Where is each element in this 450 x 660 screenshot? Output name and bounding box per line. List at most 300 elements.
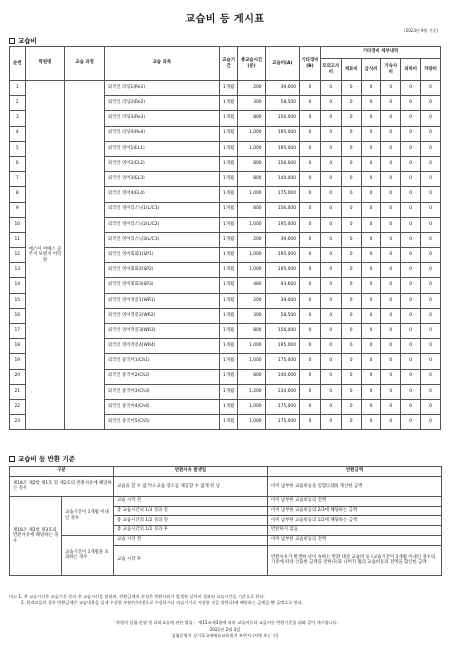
vehicle-fee: 0 bbox=[421, 399, 441, 414]
tuition-fee: 195,000 bbox=[265, 263, 299, 278]
refund-group1-label: 제18조 제2항 제1호 및 제2호의 반환사유에 해당하는 경우 bbox=[10, 476, 114, 496]
refund-section-title: 교습비 등 반환 기준 bbox=[18, 455, 76, 463]
mock-exam-fee: 0 bbox=[320, 202, 341, 217]
other-total: 0 bbox=[300, 278, 321, 293]
note-1: 비고 1. 총 교습시간은 교습기간 중의 총 교습시간을 말하며, 반환금액의 산정은 반환사유가 발생한 날까지 경과된 교습시간을 기준으로 한다. bbox=[9, 594, 265, 599]
period: 1개월 bbox=[219, 324, 238, 339]
period: 1개월 bbox=[219, 232, 238, 247]
total-hours: 1,200 bbox=[238, 384, 265, 399]
vehicle-fee: 0 bbox=[421, 96, 441, 111]
mock-exam-fee: 0 bbox=[320, 96, 341, 111]
tuition-fee: 39,000 bbox=[265, 232, 299, 247]
meal-fee: 0 bbox=[361, 293, 381, 308]
subject-name: 외국인 리딩1(Re1) bbox=[104, 81, 219, 96]
meal-fee: 0 bbox=[361, 96, 381, 111]
other-total: 0 bbox=[300, 187, 321, 202]
period: 1개월 bbox=[219, 187, 238, 202]
course-name bbox=[65, 81, 105, 430]
tuition-fee: 234,000 bbox=[265, 384, 299, 399]
refund-reason: 교습 시작 전 bbox=[114, 535, 268, 545]
row-no: 22 bbox=[10, 399, 26, 414]
refund-reason: 총 교습시간의 1/2 경과 전 bbox=[114, 516, 268, 526]
material-fee: 0 bbox=[341, 293, 361, 308]
tuition-fee: 156,000 bbox=[265, 111, 299, 126]
header-other-total: 기타경비(B) bbox=[300, 47, 321, 81]
meal-fee: 0 bbox=[361, 81, 381, 96]
clothes-fee: 0 bbox=[401, 232, 421, 247]
signature-line: 설립운영자 성기호국제에듀교육원지 보변지 (서명 또는 인) bbox=[171, 633, 279, 639]
total-hours: 200 bbox=[238, 293, 265, 308]
total-hours: 1,000 bbox=[238, 126, 265, 141]
total-hours: 800 bbox=[238, 172, 265, 187]
material-fee: 0 bbox=[341, 126, 361, 141]
meal-fee: 0 bbox=[361, 141, 381, 156]
row-no: 2 bbox=[10, 96, 26, 111]
tuition-fee: 175,000 bbox=[265, 415, 299, 430]
meal-fee: 0 bbox=[361, 126, 381, 141]
subject-name: 외국인 영어회화3(SP3) bbox=[104, 278, 219, 293]
other-total: 0 bbox=[300, 415, 321, 430]
vehicle-fee: 0 bbox=[421, 324, 441, 339]
row-no: 16 bbox=[10, 308, 26, 323]
refund-amount: 이미 납부한 교습비등의 2/3에 해당하는 금액 bbox=[268, 506, 442, 516]
material-fee: 0 bbox=[341, 202, 361, 217]
fee-section-heading bbox=[9, 36, 37, 45]
row-no: 15 bbox=[10, 293, 26, 308]
refund-amount: 이미 납부한 교습비등의 전액 bbox=[268, 496, 442, 506]
period: 1개월 bbox=[219, 339, 238, 354]
vehicle-fee: 0 bbox=[421, 384, 441, 399]
refund-group2-label: 제18조 제2항 제3호의 반환사유에 해당하는 경우 bbox=[10, 496, 62, 575]
clothes-fee: 0 bbox=[401, 339, 421, 354]
meal-fee: 0 bbox=[361, 324, 381, 339]
period: 1개월 bbox=[219, 308, 238, 323]
tuition-fee: 195,000 bbox=[265, 141, 299, 156]
subject-name: 외국인 영어3(EL3) bbox=[104, 172, 219, 187]
material-fee: 0 bbox=[341, 156, 361, 171]
refund-amount: 이미 납부한 교습비등의 1/2에 해당하는 금액 bbox=[268, 516, 442, 526]
row-no: 5 bbox=[10, 141, 26, 156]
fee-row bbox=[10, 81, 441, 96]
meal-fee: 0 bbox=[361, 156, 381, 171]
tuition-fee: 195,000 bbox=[265, 248, 299, 263]
dorm-fee: 0 bbox=[381, 263, 401, 278]
other-total: 0 bbox=[300, 308, 321, 323]
mock-exam-fee: 0 bbox=[320, 369, 341, 384]
refund-group1-reason: 교습을 할 수 없거나 교습 장소를 제공할 수 없게 된 날 bbox=[114, 476, 268, 496]
tuition-fee: 195,000 bbox=[265, 339, 299, 354]
meal-fee: 0 bbox=[361, 369, 381, 384]
row-no: 21 bbox=[10, 384, 26, 399]
meal-fee: 0 bbox=[361, 187, 381, 202]
other-total: 0 bbox=[300, 217, 321, 232]
vehicle-fee: 0 bbox=[421, 248, 441, 263]
material-fee: 0 bbox=[341, 308, 361, 323]
notes-block bbox=[9, 594, 441, 607]
tuition-fee: 39,000 bbox=[265, 81, 299, 96]
total-hours: 800 bbox=[238, 369, 265, 384]
other-total: 0 bbox=[300, 354, 321, 369]
tuition-fee: 140,000 bbox=[265, 369, 299, 384]
subject-name: 외국인 리딩4(Re4) bbox=[104, 126, 219, 141]
refund-header-category: 구분 bbox=[10, 467, 114, 477]
clothes-fee: 0 bbox=[401, 354, 421, 369]
issue-date: 2021년 2월 3일 bbox=[209, 626, 241, 632]
tuition-fee: 58,500 bbox=[265, 308, 299, 323]
mock-exam-fee: 0 bbox=[320, 339, 341, 354]
other-total: 0 bbox=[300, 384, 321, 399]
other-total: 0 bbox=[300, 126, 321, 141]
meal-fee: 0 bbox=[361, 263, 381, 278]
basis-date: (2023년 9월 기준) bbox=[404, 28, 438, 33]
note-2: 2. 원격교습의 경우 반환금액은 교습내용을 실제 수강한 부분(인터넷으로 수강하거나 되습기기로 저장한 것을 말한다)에 해당하는 금액을 뺀 금액으로 한다. bbox=[21, 600, 304, 606]
vehicle-fee: 0 bbox=[421, 278, 441, 293]
total-hours: 1,000 bbox=[238, 217, 265, 232]
dorm-fee: 0 bbox=[381, 384, 401, 399]
clothes-fee: 0 bbox=[401, 248, 421, 263]
total-hours: 800 bbox=[238, 111, 265, 126]
other-total: 0 bbox=[300, 202, 321, 217]
total-hours: 1,000 bbox=[238, 141, 265, 156]
subject-name: 외국인 중국어2(Ch2) bbox=[104, 369, 219, 384]
period: 1개월 bbox=[219, 156, 238, 171]
meal-fee: 0 bbox=[361, 172, 381, 187]
vehicle-fee: 0 bbox=[421, 156, 441, 171]
refund-sub1-label: 교습기간이 1개월 이내인 경우 bbox=[62, 496, 114, 535]
tuition-fee: 140,000 bbox=[265, 172, 299, 187]
refund-reason: 총 교습시간의 1/3 경과 전 bbox=[114, 506, 268, 516]
dorm-fee: 0 bbox=[381, 354, 401, 369]
mock-exam-fee: 0 bbox=[320, 308, 341, 323]
total-hours: 1,000 bbox=[238, 187, 265, 202]
total-hours: 1,000 bbox=[238, 399, 265, 414]
material-fee: 0 bbox=[341, 111, 361, 126]
total-hours: 1,000 bbox=[238, 354, 265, 369]
dorm-fee: 0 bbox=[381, 369, 401, 384]
fee-table bbox=[9, 46, 441, 430]
refund-header-reason: 반환사유 발생일 bbox=[114, 467, 268, 477]
refund-reason: 총 교습시간의 1/2 경과 후 bbox=[114, 526, 268, 536]
tuition-fee: 195,000 bbox=[265, 126, 299, 141]
vehicle-fee: 0 bbox=[421, 308, 441, 323]
subject-name: 외국인 영어4(EL4) bbox=[104, 187, 219, 202]
header-no: 순번 bbox=[10, 47, 26, 81]
dorm-fee: 0 bbox=[381, 217, 401, 232]
header-other-detail: 기타경비 세부내역 bbox=[320, 47, 440, 59]
refund-group1-amount: 이미 납부한 교습비등을 일할(日割) 계산한 금액 bbox=[268, 476, 442, 496]
dorm-fee: 0 bbox=[381, 278, 401, 293]
header-period: 교습기간 bbox=[219, 47, 238, 81]
period: 1개월 bbox=[219, 278, 238, 293]
clothes-fee: 0 bbox=[401, 293, 421, 308]
vehicle-fee: 0 bbox=[421, 217, 441, 232]
period: 1개월 bbox=[219, 141, 238, 156]
dorm-fee: 0 bbox=[381, 126, 401, 141]
period: 1개월 bbox=[219, 248, 238, 263]
mock-exam-fee: 0 bbox=[320, 111, 341, 126]
vehicle-fee: 0 bbox=[421, 141, 441, 156]
page-title: 교습비 등 게시표 bbox=[185, 14, 265, 25]
material-fee: 0 bbox=[341, 81, 361, 96]
header-fee: 교습비(A) bbox=[265, 47, 299, 81]
subject-name: 외국인 영어리스닝2(L/C2) bbox=[104, 217, 219, 232]
meal-fee: 0 bbox=[361, 384, 381, 399]
clothes-fee: 0 bbox=[401, 202, 421, 217]
dorm-fee: 0 bbox=[381, 339, 401, 354]
clothes-fee: 0 bbox=[401, 141, 421, 156]
material-fee: 0 bbox=[341, 369, 361, 384]
vehicle-fee: 0 bbox=[421, 187, 441, 202]
fee-section-title: 교습비 bbox=[18, 37, 37, 45]
meal-fee: 0 bbox=[361, 217, 381, 232]
mock-exam-fee: 0 bbox=[320, 278, 341, 293]
dorm-fee: 0 bbox=[381, 111, 401, 126]
mock-exam-fee: 0 bbox=[320, 187, 341, 202]
mock-exam-fee: 0 bbox=[320, 232, 341, 247]
period: 1개월 bbox=[219, 111, 238, 126]
row-no: 17 bbox=[10, 324, 26, 339]
dorm-fee: 0 bbox=[381, 293, 401, 308]
vehicle-fee: 0 bbox=[421, 202, 441, 217]
tuition-fee: 156,000 bbox=[265, 202, 299, 217]
meal-fee: 0 bbox=[361, 111, 381, 126]
row-no: 14 bbox=[10, 278, 26, 293]
vehicle-fee: 0 bbox=[421, 415, 441, 430]
total-hours: 800 bbox=[238, 156, 265, 171]
header-vehicle: 차량비 bbox=[421, 59, 441, 81]
row-no: 12 bbox=[10, 248, 26, 263]
other-total: 0 bbox=[300, 81, 321, 96]
subject-name: 외국인 중국어1(Ch1) bbox=[104, 354, 219, 369]
row-no: 6 bbox=[10, 156, 26, 171]
dorm-fee: 0 bbox=[381, 248, 401, 263]
mock-exam-fee: 0 bbox=[320, 384, 341, 399]
dorm-fee: 0 bbox=[381, 308, 401, 323]
other-total: 0 bbox=[300, 339, 321, 354]
academy-name: 에스이 어메스 공주지 보변지 어학원 bbox=[25, 81, 65, 430]
row-no: 9 bbox=[10, 202, 26, 217]
row-no: 20 bbox=[10, 369, 26, 384]
material-fee: 0 bbox=[341, 354, 361, 369]
subject-name: 외국인 영어작문4(WR4) bbox=[104, 339, 219, 354]
total-hours: 1,000 bbox=[238, 248, 265, 263]
mock-exam-fee: 0 bbox=[320, 217, 341, 232]
other-total: 0 bbox=[300, 172, 321, 187]
mock-exam-fee: 0 bbox=[320, 354, 341, 369]
refund-reason: 교습 시작 전 bbox=[114, 496, 268, 506]
meal-fee: 0 bbox=[361, 399, 381, 414]
period: 1개월 bbox=[219, 263, 238, 278]
row-no: 11 bbox=[10, 232, 26, 247]
total-hours: 200 bbox=[238, 81, 265, 96]
period: 1개월 bbox=[219, 81, 238, 96]
total-hours: 300 bbox=[238, 96, 265, 111]
clothes-fee: 0 bbox=[401, 263, 421, 278]
meal-fee: 0 bbox=[361, 415, 381, 430]
dorm-fee: 0 bbox=[381, 324, 401, 339]
header-clothes: 피복비 bbox=[401, 59, 421, 81]
period: 1개월 bbox=[219, 369, 238, 384]
refund-amount: 반환하지 않음 bbox=[268, 526, 442, 536]
material-fee: 0 bbox=[341, 384, 361, 399]
other-total: 0 bbox=[300, 293, 321, 308]
dorm-fee: 0 bbox=[381, 232, 401, 247]
period: 1개월 bbox=[219, 96, 238, 111]
row-no: 18 bbox=[10, 339, 26, 354]
material-fee: 0 bbox=[341, 399, 361, 414]
period: 1개월 bbox=[219, 217, 238, 232]
material-fee: 0 bbox=[341, 172, 361, 187]
meal-fee: 0 bbox=[361, 278, 381, 293]
material-fee: 0 bbox=[341, 263, 361, 278]
total-hours: 300 bbox=[238, 308, 265, 323]
header-course: 교습 과정 bbox=[65, 47, 105, 81]
row-no: 4 bbox=[10, 126, 26, 141]
mock-exam-fee: 0 bbox=[320, 156, 341, 171]
tuition-fee: 175,000 bbox=[265, 187, 299, 202]
subject-name: 외국인 영어회화2(SP2) bbox=[104, 263, 219, 278]
dorm-fee: 0 bbox=[381, 156, 401, 171]
clothes-fee: 0 bbox=[401, 187, 421, 202]
period: 1개월 bbox=[219, 202, 238, 217]
tuition-fee: 195,000 bbox=[265, 217, 299, 232]
mock-exam-fee: 0 bbox=[320, 399, 341, 414]
vehicle-fee: 0 bbox=[421, 111, 441, 126]
tuition-fee: 156,000 bbox=[265, 156, 299, 171]
refund-reason: 교습 시작 후 bbox=[114, 545, 268, 575]
material-fee: 0 bbox=[341, 278, 361, 293]
meal-fee: 0 bbox=[361, 202, 381, 217]
total-hours: 200 bbox=[238, 232, 265, 247]
row-no: 8 bbox=[10, 187, 26, 202]
material-fee: 0 bbox=[341, 324, 361, 339]
total-hours: 1,000 bbox=[238, 415, 265, 430]
material-fee: 0 bbox=[341, 248, 361, 263]
clothes-fee: 0 bbox=[401, 172, 421, 187]
tuition-fee: 175,000 bbox=[265, 399, 299, 414]
subject-name: 외국인 영어작문2(WR2) bbox=[104, 308, 219, 323]
material-fee: 0 bbox=[341, 232, 361, 247]
tuition-fee: 93,600 bbox=[265, 278, 299, 293]
clothes-fee: 0 bbox=[401, 217, 421, 232]
row-no: 7 bbox=[10, 172, 26, 187]
period: 1개월 bbox=[219, 399, 238, 414]
subject-name: 외국인 리딩3(Re3) bbox=[104, 111, 219, 126]
total-hours: 480 bbox=[238, 278, 265, 293]
tuition-fee: 156,000 bbox=[265, 324, 299, 339]
clothes-fee: 0 bbox=[401, 415, 421, 430]
other-total: 0 bbox=[300, 141, 321, 156]
dorm-fee: 0 bbox=[381, 141, 401, 156]
clothes-fee: 0 bbox=[401, 399, 421, 414]
refund-amount: 이미 납부한 교습비등의 전액 bbox=[268, 535, 442, 545]
other-total: 0 bbox=[300, 96, 321, 111]
mock-exam-fee: 0 bbox=[320, 172, 341, 187]
mock-exam-fee: 0 bbox=[320, 248, 341, 263]
vehicle-fee: 0 bbox=[421, 369, 441, 384]
dorm-fee: 0 bbox=[381, 96, 401, 111]
period: 1개월 bbox=[219, 384, 238, 399]
dorm-fee: 0 bbox=[381, 187, 401, 202]
clothes-fee: 0 bbox=[401, 324, 421, 339]
meal-fee: 0 bbox=[361, 339, 381, 354]
vehicle-fee: 0 bbox=[421, 172, 441, 187]
clothes-fee: 0 bbox=[401, 369, 421, 384]
material-fee: 0 bbox=[341, 96, 361, 111]
mock-exam-fee: 0 bbox=[320, 263, 341, 278]
clothes-fee: 0 bbox=[401, 278, 421, 293]
period: 1개월 bbox=[219, 354, 238, 369]
row-no: 3 bbox=[10, 111, 26, 126]
meal-fee: 0 bbox=[361, 248, 381, 263]
fee-table-body bbox=[10, 81, 441, 430]
refund-sub2-label: 교습기간이 1개월을 초과하는 경우 bbox=[62, 535, 114, 575]
dorm-fee: 0 bbox=[381, 81, 401, 96]
subject-name: 외국인 영어회화1(SP1) bbox=[104, 248, 219, 263]
period: 1개월 bbox=[219, 293, 238, 308]
meal-fee: 0 bbox=[361, 354, 381, 369]
mock-exam-fee: 0 bbox=[320, 81, 341, 96]
row-no: 23 bbox=[10, 415, 26, 430]
meal-fee: 0 bbox=[361, 232, 381, 247]
period: 1개월 bbox=[219, 172, 238, 187]
row-no: 13 bbox=[10, 263, 26, 278]
refund-header-amount: 반환금액 bbox=[268, 467, 442, 477]
period: 1개월 bbox=[219, 126, 238, 141]
dorm-fee: 0 bbox=[381, 415, 401, 430]
dorm-fee: 0 bbox=[381, 202, 401, 217]
subject-name: 외국인 영어1(EL1) bbox=[104, 141, 219, 156]
clothes-fee: 0 bbox=[401, 111, 421, 126]
vehicle-fee: 0 bbox=[421, 126, 441, 141]
clothes-fee: 0 bbox=[401, 126, 421, 141]
material-fee: 0 bbox=[341, 187, 361, 202]
header-meal: 급식비 bbox=[361, 59, 381, 81]
vehicle-fee: 0 bbox=[421, 232, 441, 247]
subject-name: 외국인 영어2(EL2) bbox=[104, 156, 219, 171]
legal-note: 「학원의 설립·운영 및 과외교습에 관한 법률」 제15조제3항에 따라 교습비등과 교습비등 반환기준을 위와 같이 게시합니다. bbox=[111, 620, 339, 625]
other-total: 0 bbox=[300, 248, 321, 263]
dorm-fee: 0 bbox=[381, 399, 401, 414]
tuition-fee: 58,500 bbox=[265, 96, 299, 111]
footer bbox=[0, 620, 450, 640]
refund-table bbox=[9, 466, 442, 576]
subject-name: 외국인 영어작문3(WR3) bbox=[104, 324, 219, 339]
refund-amount: 반환사유가 발생한 날이 속하는 반환 대상 교습비 등 (교습기간이 1개월 이내인 경우의 기준에 따라 산출한 금액을 말한다)과 나머지 월의 교습비등의 전액을 합산한 금액 bbox=[268, 545, 442, 575]
material-fee: 0 bbox=[341, 141, 361, 156]
tuition-fee: 175,000 bbox=[265, 354, 299, 369]
header-material: 재료비 bbox=[341, 59, 361, 81]
total-hours: 800 bbox=[238, 202, 265, 217]
checkbox-square-icon bbox=[9, 38, 15, 44]
checkbox-square-icon bbox=[9, 456, 15, 462]
clothes-fee: 0 bbox=[401, 156, 421, 171]
subject-name: 외국인 리딩2(Re2) bbox=[104, 96, 219, 111]
subject-name: 외국인 중국어3(Ch3) bbox=[104, 384, 219, 399]
mock-exam-fee: 0 bbox=[320, 293, 341, 308]
other-total: 0 bbox=[300, 232, 321, 247]
material-fee: 0 bbox=[341, 217, 361, 232]
vehicle-fee: 0 bbox=[421, 81, 441, 96]
clothes-fee: 0 bbox=[401, 81, 421, 96]
other-total: 0 bbox=[300, 369, 321, 384]
vehicle-fee: 0 bbox=[421, 339, 441, 354]
other-total: 0 bbox=[300, 156, 321, 171]
subject-name: 외국인 영어리스닝3(L/C3) bbox=[104, 232, 219, 247]
material-fee: 0 bbox=[341, 339, 361, 354]
clothes-fee: 0 bbox=[401, 96, 421, 111]
vehicle-fee: 0 bbox=[421, 263, 441, 278]
